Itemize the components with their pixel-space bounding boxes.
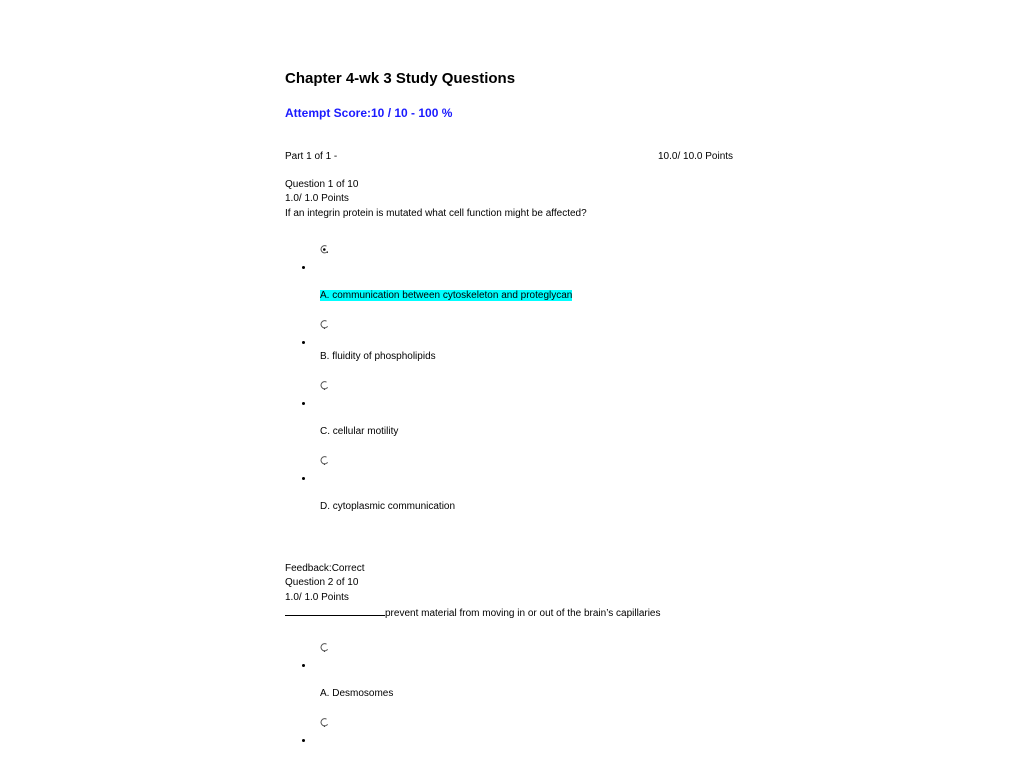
question-prompt: If an integrin protein is mutated what cell function might be affected? xyxy=(285,208,587,219)
feedback-text: Feedback:Correct xyxy=(285,563,365,574)
radio-unselected-icon xyxy=(320,643,329,652)
question-prompt: prevent material from moving in or out of the brain’s capillaries xyxy=(385,608,661,619)
question-points: 1.0/ 1.0 Points xyxy=(285,592,349,603)
radio-selected-icon xyxy=(320,245,329,254)
part-points: 10.0/ 10.0 Points xyxy=(658,151,734,162)
list-bullet xyxy=(302,664,305,667)
radio-option-b[interactable] xyxy=(320,320,329,329)
question-number: Question 1 of 10 xyxy=(285,179,359,190)
list-bullet xyxy=(302,739,305,742)
fill-in-blank-line xyxy=(285,605,385,616)
option-a-text[interactable] xyxy=(320,289,572,303)
radio-unselected-icon xyxy=(320,381,329,390)
page-title: Chapter 4-wk 3 Study Questions xyxy=(285,70,516,87)
list-bullet xyxy=(302,477,305,480)
option-c-text[interactable]: C. cellular motility xyxy=(320,426,399,437)
radio-option-c[interactable] xyxy=(320,381,329,390)
attempt-score: Attempt Score:10 / 10 - 100 % xyxy=(285,106,453,120)
radio-unselected-icon xyxy=(320,456,329,465)
option-a-label: A. communication between cytoskeleton and proteglycan xyxy=(320,290,573,301)
radio-option-a[interactable] xyxy=(320,643,329,652)
list-bullet xyxy=(302,402,305,405)
question-number: Question 2 of 10 xyxy=(285,577,359,588)
radio-option-d[interactable] xyxy=(320,456,329,465)
question-points: 1.0/ 1.0 Points xyxy=(285,193,349,204)
option-d-text[interactable]: D. cytoplasmic communication xyxy=(320,501,456,512)
option-a-text[interactable]: A. Desmosomes xyxy=(320,688,394,699)
radio-unselected-icon xyxy=(320,320,329,329)
part-label: Part 1 of 1 - xyxy=(285,151,338,162)
radio-option-b[interactable] xyxy=(320,718,329,727)
option-b-text[interactable]: B. fluidity of phospholipids xyxy=(320,351,436,362)
list-bullet xyxy=(302,341,305,344)
question-prompt-row xyxy=(285,605,661,621)
radio-option-a-selected[interactable] xyxy=(320,245,329,254)
list-bullet xyxy=(302,266,305,269)
radio-unselected-icon xyxy=(320,718,329,727)
